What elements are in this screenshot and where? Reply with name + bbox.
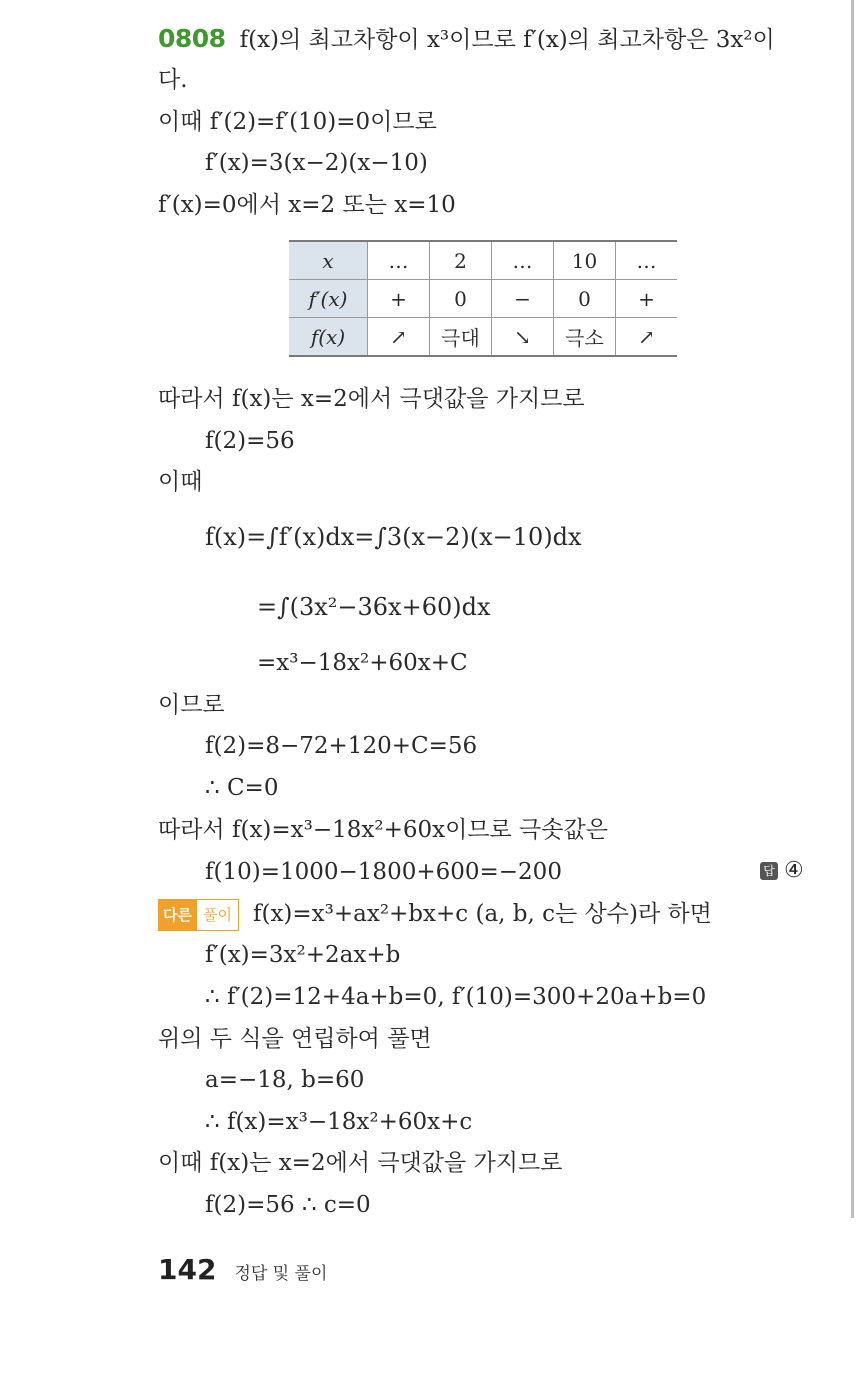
sign-table-cell: 2 [430,241,492,280]
equation-constant: f(2)=8−72+120+C=56 [205,733,478,759]
text-line-alt-max: 이때 f(x)는 x=2에서 극댓값을 가지므로 [158,1150,563,1176]
sign-table-cell: + [368,280,430,318]
text-line-roots: f′(x)=0에서 x=2 또는 x=10 [158,192,456,218]
right-margin-rule [851,0,854,1218]
equation-integral-3: =x³−18x²+60x+C [257,650,468,676]
sign-table-cell: f′(x) [289,280,368,318]
equation-f10: f(10)=1000−1800+600=−200 [205,859,562,885]
sign-table-cell: − [492,280,554,318]
sign-table-row-derivative [289,280,677,318]
increasing-arrow-icon: ↗ [616,318,678,357]
equation-derivative: f′(x)=3(x−2)(x−10) [205,150,428,176]
text-line-local-max: 따라서 f(x)는 x=2에서 극댓값을 가지므로 [158,386,585,412]
sign-table-row-function [289,318,677,357]
problem-number: 0808 [158,24,226,53]
increasing-arrow-icon: ↗ [368,318,430,357]
text-line-2: 다. [158,67,188,93]
sign-table-cell: … [616,241,678,280]
sign-table-row-x [289,241,677,280]
sign-table-cell: 10 [554,241,616,280]
equation-alt-derivative: f′(x)=3x²+2ax+b [205,942,401,968]
equation-f2: f(2)=56 [205,428,295,454]
equation-integral-2: =∫(3x²−36x+60)dx [257,593,491,621]
text-line-solve: 위의 두 식을 연립하여 풀면 [158,1026,432,1052]
sign-table-cell-min: 극소 [554,318,616,357]
text-line-then: 이때 [158,469,203,495]
equation-integral-1: f(x)=∫f′(x)dx=∫3(x−2)(x−10)dx [205,523,582,551]
answer-value: ④ [784,858,804,883]
sign-table [289,240,677,357]
equation-ab-values: a=−18, b=60 [205,1067,365,1093]
page-footer [158,1253,327,1286]
sign-table-cell: … [368,241,430,280]
sign-table-cell: + [616,280,678,318]
answer-mark [760,858,804,883]
page-number: 142 [158,1253,217,1286]
text-line-local-min: 따라서 f(x)=x³−18x²+60x이므로 극솟값은 [158,817,608,843]
sign-table-cell-max: 극대 [430,318,492,357]
sign-table-cell: 0 [430,280,492,318]
sign-table-cell: x [289,241,368,280]
equation-alt-system: ∴ f′(2)=12+4a+b=0, f′(10)=300+20a+b=0 [205,984,707,1010]
alt-solution-line: 다른 풀이 f(x)=x³+ax²+bx+c (a, b, c는 상수)라 하면 [158,899,712,931]
text-line-1: 0808 f(x)의 최고차항이 x³이므로 f′(x)의 최고차항은 3x²이 [158,24,775,53]
equation-alt-f: ∴ f(x)=x³−18x²+60x+c [205,1109,473,1135]
equation-alt-c: f(2)=56 ∴ c=0 [205,1192,371,1218]
sign-table-cell: … [492,241,554,280]
text-line-3: 이때 f′(2)=f′(10)=0이므로 [158,109,437,135]
equation-c-zero: ∴ C=0 [205,775,279,801]
answer-icon: 답 [760,862,778,880]
sign-table-cell: f(x) [289,318,368,357]
sign-table-cell: 0 [554,280,616,318]
text-line-so: 이므로 [158,692,225,718]
footer-label: 정답 및 풀이 [234,1264,328,1284]
alt-solution-tag: 다른 풀이 [158,899,239,931]
decreasing-arrow-icon: ↘ [492,318,554,357]
